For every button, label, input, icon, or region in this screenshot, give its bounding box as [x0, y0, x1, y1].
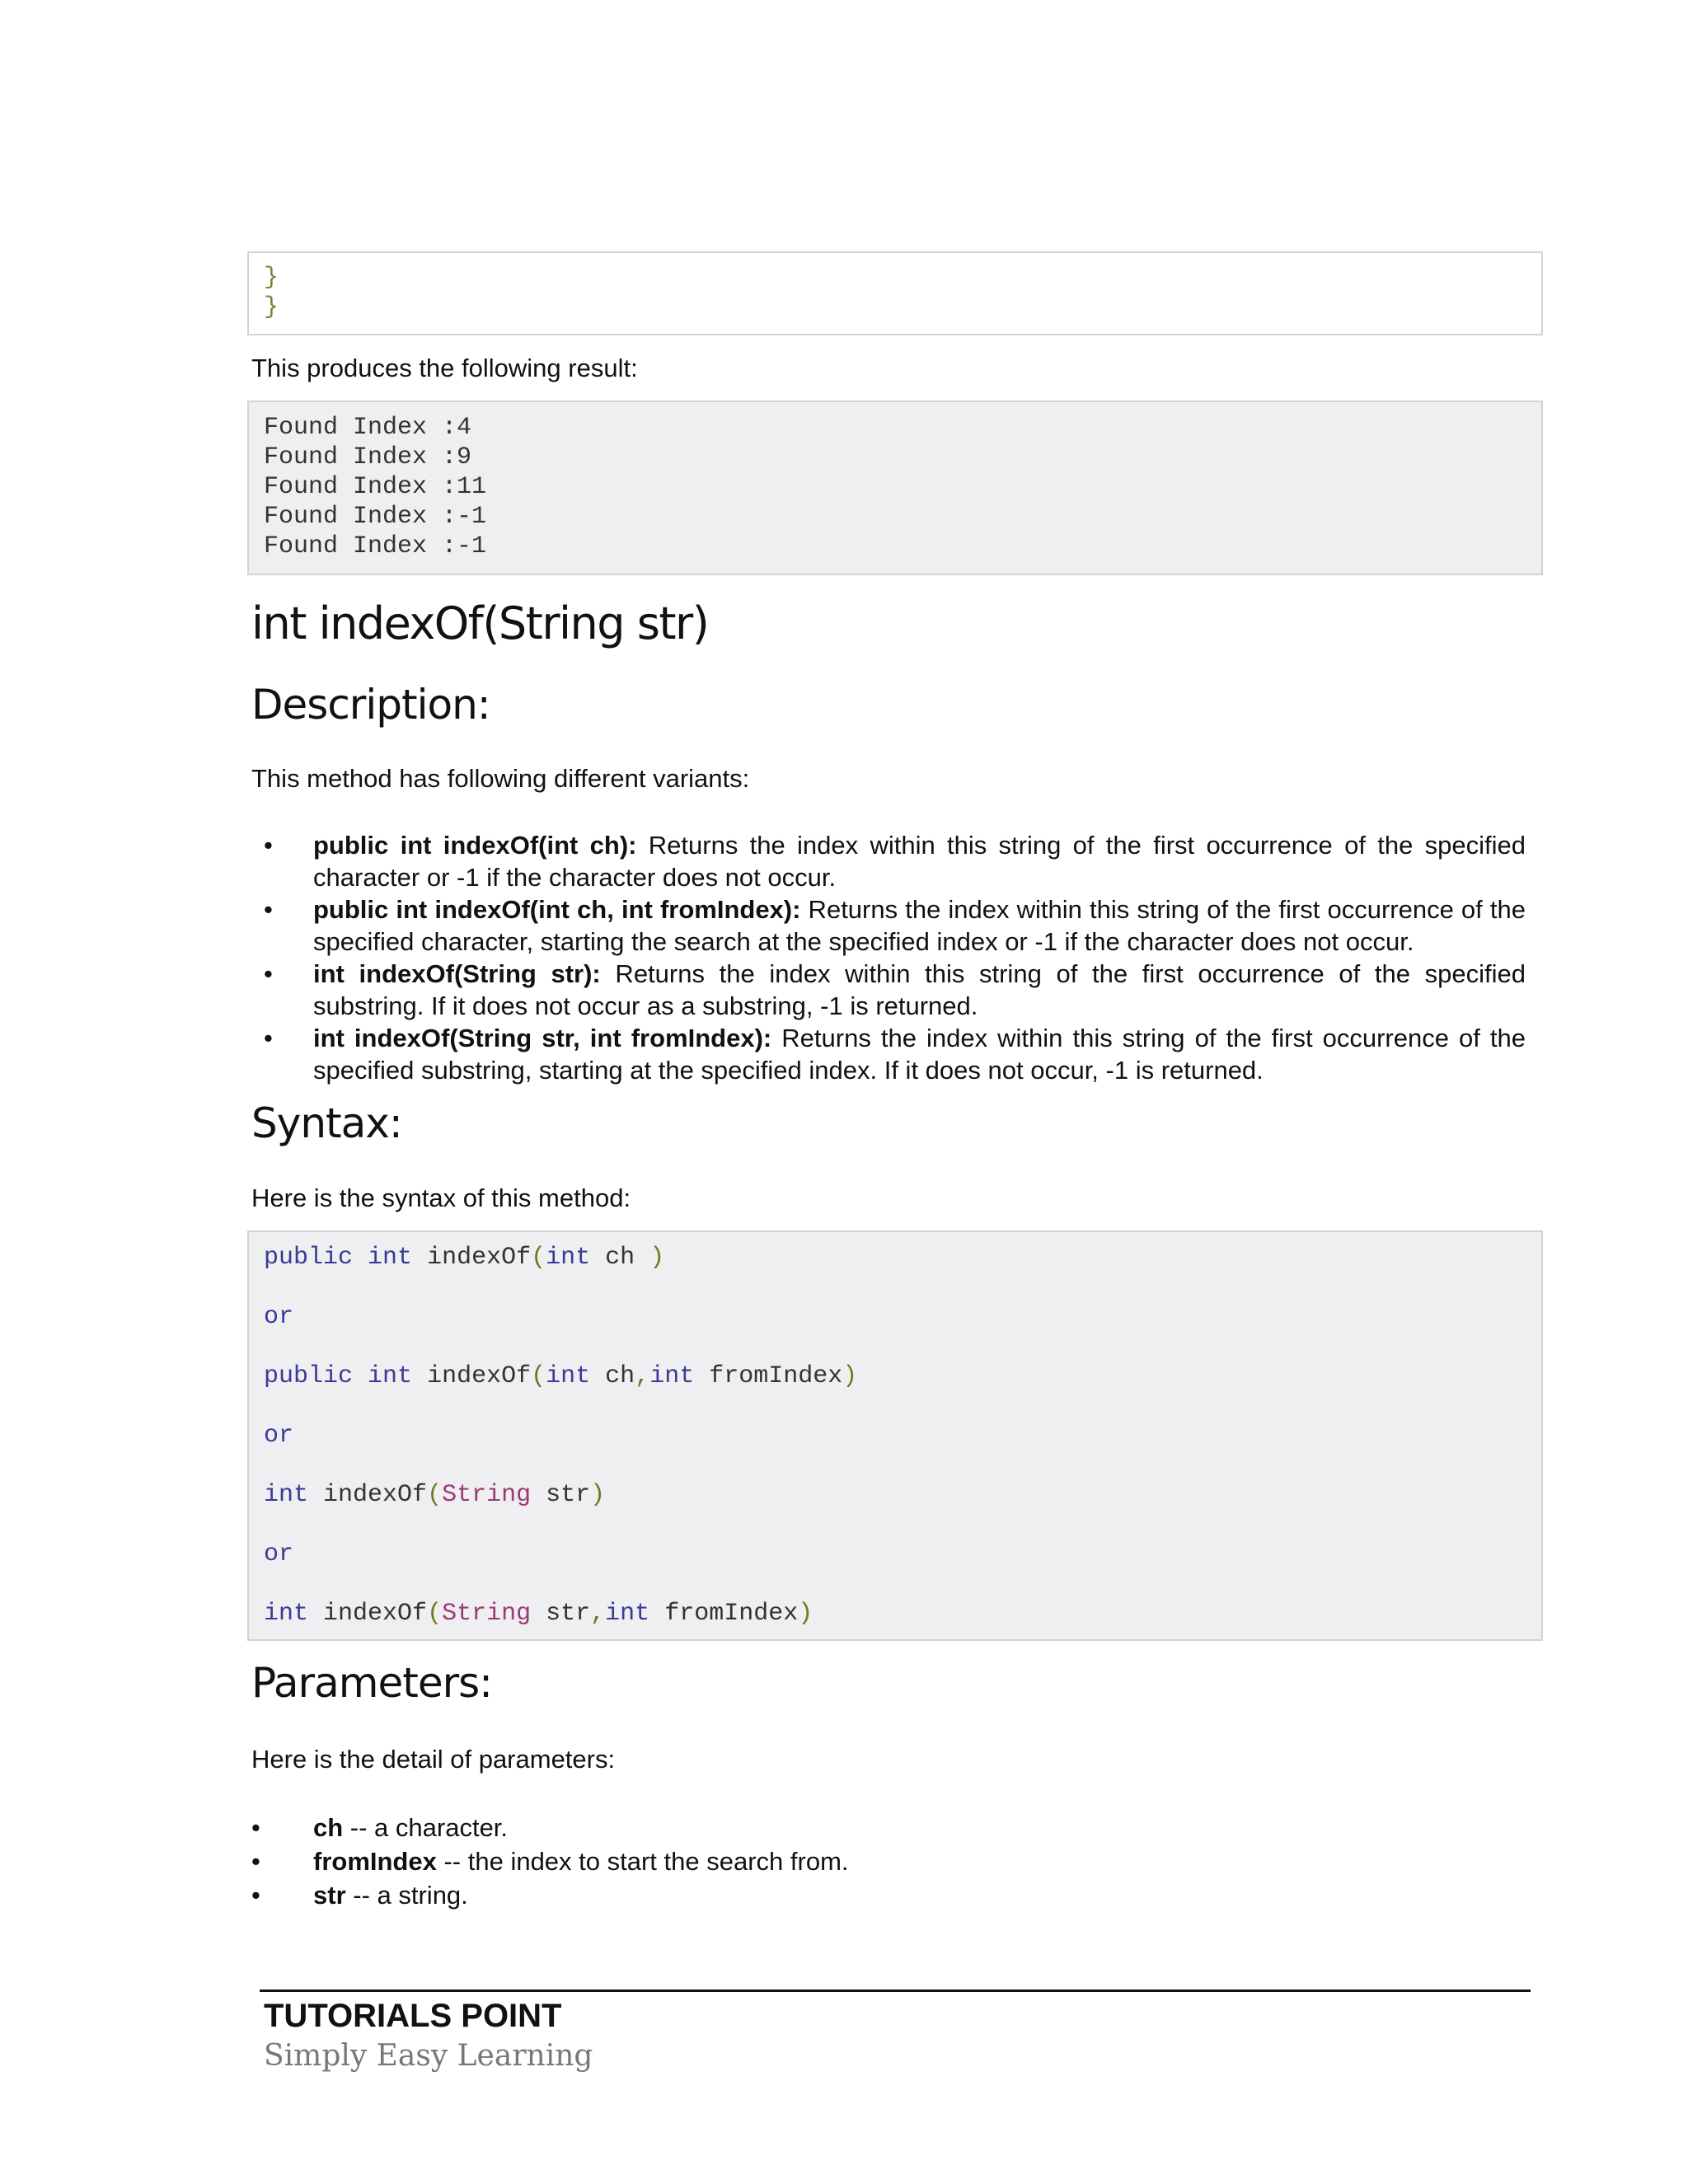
bullet-icon: •	[251, 1881, 260, 1910]
result-output-block	[247, 401, 1543, 575]
param-name: ch	[313, 1813, 344, 1842]
bullet-icon: •	[251, 1813, 260, 1842]
footer-title: TUTORIALS POINT	[264, 1998, 562, 2034]
code-line: or	[264, 1422, 294, 1450]
code-line: public int indexOf(int ch,int fromIndex)	[264, 1362, 858, 1390]
list-item	[251, 1022, 1526, 1086]
bullet-icon: •	[251, 1847, 260, 1876]
code-line: int indexOf(String str,int fromIndex)	[264, 1600, 814, 1628]
code-line: }	[264, 264, 279, 292]
footer-divider	[260, 1990, 1531, 1992]
variant-name: public int indexOf(int ch):	[313, 831, 637, 860]
list-item	[251, 1844, 1526, 1878]
variants-list	[251, 829, 1526, 1086]
footer-subtitle: Simply Easy Learning	[264, 2039, 593, 2073]
parameters-intro: Here is the detail of parameters:	[251, 1745, 616, 1774]
output-line: Found Index :9	[264, 443, 472, 471]
code-line: public int indexOf(int ch )	[264, 1244, 665, 1272]
output-line: Found Index :-1	[264, 532, 487, 560]
variant-text: Returns the index within this string of the first occurrence of the specified substring. If it does not occur as a substring, -1 is returned.	[313, 959, 1526, 1020]
variant-name: int indexOf(String str, int fromIndex):	[313, 1024, 772, 1052]
variant-name: int indexOf(String str):	[313, 959, 601, 988]
param-text: -- the index to start the search from.	[436, 1847, 849, 1876]
bullet-icon: •	[264, 959, 273, 988]
variant-text: Returns the index within this string of the first occurrence of the specified substring, starting at the specified index. If it does not occur, -1 is returned.	[313, 1024, 1526, 1085]
param-name: fromIndex	[313, 1847, 437, 1876]
code-line: }	[264, 293, 279, 321]
list-item	[251, 893, 1526, 958]
param-text: -- a string.	[345, 1881, 468, 1910]
description-intro: This method has following different variants:	[251, 764, 750, 793]
bullet-icon: •	[264, 831, 273, 860]
syntax-intro: Here is the syntax of this method:	[251, 1183, 631, 1212]
variant-name: public int indexOf(int ch, int fromIndex):	[313, 895, 801, 924]
parameters-heading: Parameters:	[251, 1659, 493, 1707]
syntax-code-block	[247, 1230, 1543, 1641]
syntax-heading: Syntax:	[251, 1099, 402, 1147]
parameters-list	[251, 1811, 1526, 1912]
list-item	[251, 829, 1526, 893]
code-line: or	[264, 1540, 294, 1568]
variant-text: Returns the index within this string of the first occurrence of the specified character, starting the search at the specified index or -1 if the character does not occur.	[313, 895, 1526, 956]
list-item	[251, 958, 1526, 1022]
output-line: Found Index :4	[264, 414, 472, 442]
param-text: -- a character.	[343, 1813, 509, 1842]
list-item	[251, 1811, 1526, 1844]
list-item	[251, 1878, 1526, 1912]
variant-text: Returns the index within this string of the first occurrence of the specified character or -1 if the character does not occur.	[313, 831, 1526, 892]
bullet-icon: •	[264, 895, 273, 924]
code-line: or	[264, 1303, 294, 1331]
param-name: str	[313, 1881, 346, 1910]
method-title: int indexOf(String str)	[251, 598, 709, 649]
output-line: Found Index :11	[264, 473, 487, 501]
description-heading: Description:	[251, 681, 490, 729]
result-intro: This produces the following result:	[251, 354, 638, 382]
code-block-end	[247, 251, 1543, 335]
output-line: Found Index :-1	[264, 503, 487, 531]
code-line: int indexOf(String str)	[264, 1481, 606, 1509]
bullet-icon: •	[264, 1024, 273, 1052]
